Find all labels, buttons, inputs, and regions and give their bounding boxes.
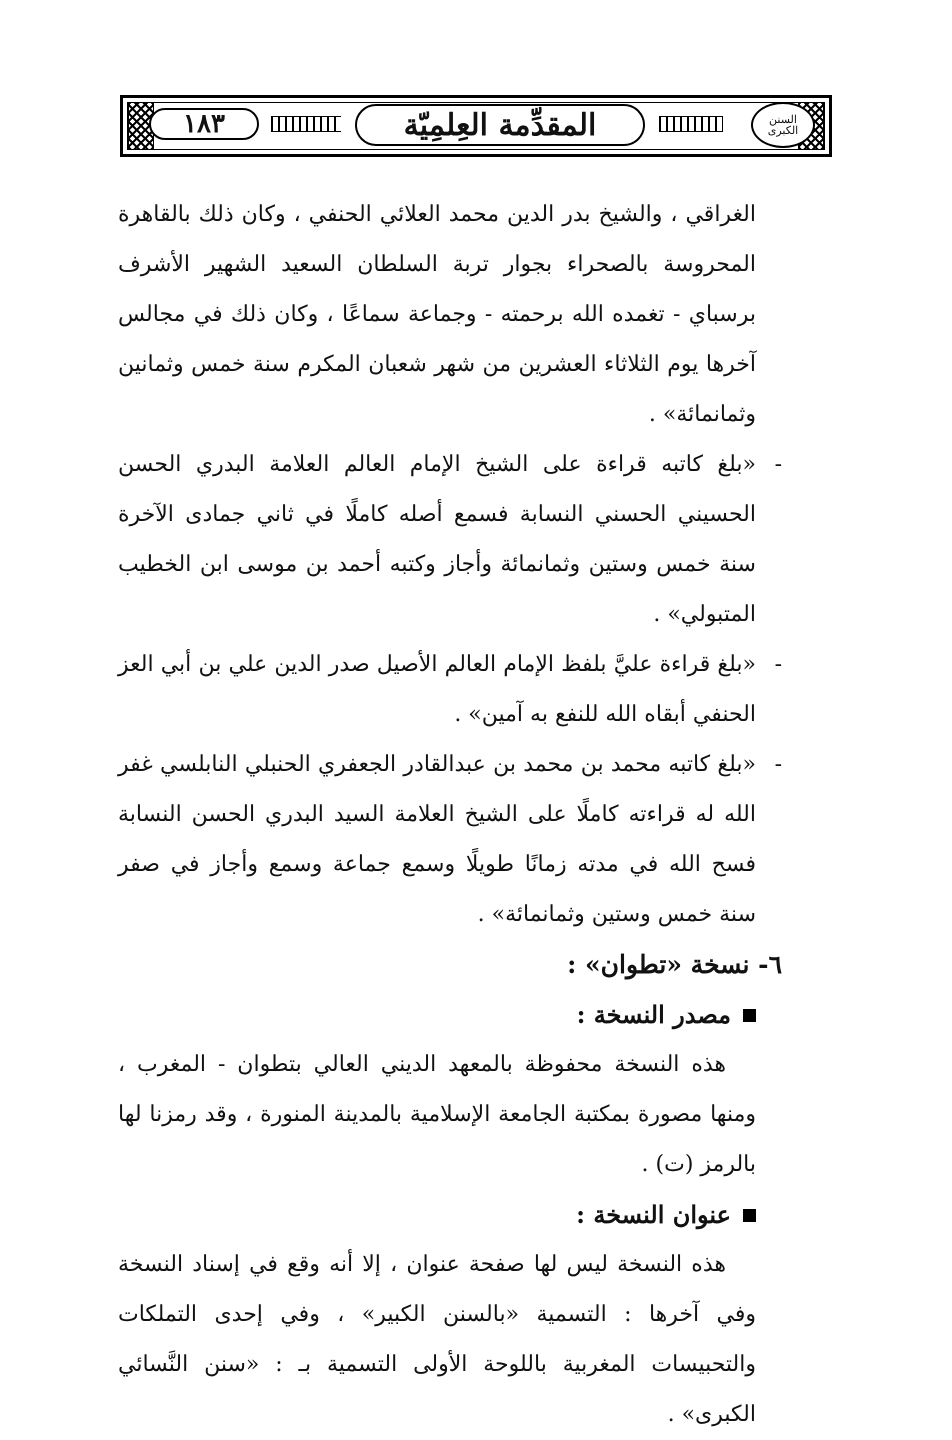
title-heading xyxy=(118,1190,756,1240)
source-heading-text: مصدر النسخة : xyxy=(576,1000,731,1029)
list-item-text: «بلغ كاتبه محمد بن محمد بن عبدالقادر الجعفري الحنبلي النابلسي غفر الله له قراءته كاملًا على الشيخ العلامة السيد البدري الحسن النسابة فسح الله في مدته زمانًا طويلًا وسمع جماعة وسمع وأجاز في صفر سنة خمس وستين وثمانمائة» . xyxy=(118,752,756,927)
title-paragraph: هذه النسخة ليس لها صفحة عنوان ، إلا أنه وقع في إسناد النسخة وفي آخرها : التسمية «بالسنن الكبير» ، وفي إحدى التملكات والتحبيسات المغربية باللوحة الأولى التسمية بـ : «سنن النَّسائي الكبرى» . xyxy=(118,1252,756,1427)
decorative-band-right xyxy=(659,116,723,132)
square-bullet-icon xyxy=(743,1009,756,1022)
page-body xyxy=(118,190,782,1440)
page-header-banner xyxy=(120,95,832,157)
list-item xyxy=(118,640,782,740)
continuation-paragraph: الغراقي ، والشيخ بدر الدين محمد العلائي الحنفي ، وكان ذلك بالقاهرة المحروسة بالصحراء بجوار تربة السلطان السعيد الشهير الأشرف برسباي - تغمده الله برحمته - وجماعة سماعًا ، وكان ذلك في مجالس آخرها يوم الثلاثاء العشرين من شهر شعبان المكرم سنة خمس وثمانين وثمانمائة» . xyxy=(118,202,756,427)
page-number: ١٨٣ xyxy=(149,108,259,140)
section-heading: ٦- نسخة «تطوان» : xyxy=(567,950,782,979)
decorative-band-left xyxy=(271,116,341,132)
list-dash: - xyxy=(774,452,782,477)
list-item xyxy=(118,440,782,640)
square-bullet-icon xyxy=(743,1209,756,1222)
list-item-text: «بلغ قراءة عليَّ بلفظ الإمام العالم الأصيل صدر الدين علي بن أبي العز الحنفي أبقاه الله للنفع به آمين» . xyxy=(118,652,756,727)
list-dash: - xyxy=(774,652,782,677)
source-heading xyxy=(118,990,756,1040)
seal-text: السنن الكبرى xyxy=(767,113,799,137)
list-dash: - xyxy=(774,752,782,777)
title-heading-text: عنوان النسخة : xyxy=(576,1200,731,1229)
list-item xyxy=(118,740,782,940)
book-seal-logo xyxy=(751,102,815,148)
source-paragraph: هذه النسخة محفوظة بالمعهد الديني العالي بتطوان - المغرب ، ومنها مصورة بمكتبة الجامعة الإسلامية بالمدينة المنورة ، وقد رمزنا لها بالرمز (ت) . xyxy=(118,1052,756,1177)
running-title: المقدِّمة العِلمِيّة xyxy=(355,104,645,146)
list-item-text: «بلغ كاتبه قراءة على الشيخ الإمام العالم العلامة البدري الحسن الحسيني الحسني النسابة فسمع أصله كاملًا في ثاني جمادى الآخرة سنة خمس وستين وثمانمائة وأجاز وكتبه أحمد بن موسى ابن الخطيب المتبولي» . xyxy=(118,452,756,627)
